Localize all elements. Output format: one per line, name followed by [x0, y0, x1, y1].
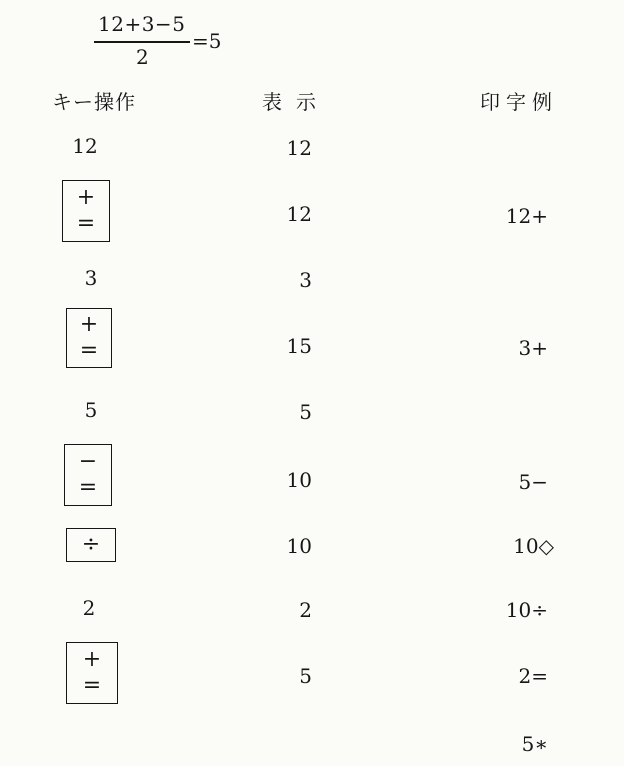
print-value: 12+ [505, 204, 548, 228]
plus-key-label: + [79, 312, 99, 337]
display-value: 5 [299, 664, 312, 688]
key-entry-3: 3 [84, 266, 98, 290]
minus-equals-key[interactable] [64, 444, 112, 506]
display-value: 12 [286, 136, 312, 160]
header-key-operation: キー操作 [52, 90, 136, 114]
plus-equals-key[interactable] [66, 308, 112, 368]
minus-key-label: − [78, 449, 98, 474]
header-display: 表示 [262, 90, 330, 114]
print-value: 5∗ [521, 732, 548, 756]
formula-numerator: 12+3−5 [98, 12, 186, 36]
divide-key[interactable] [66, 528, 116, 562]
display-value: 3 [299, 268, 312, 292]
display-value: 12 [286, 202, 312, 226]
plus-key-label: + [82, 647, 102, 672]
print-value: 10◇ [513, 534, 554, 558]
equals-key-label: = [79, 338, 99, 363]
key-entry-5: 5 [84, 398, 98, 422]
display-value: 2 [299, 598, 312, 622]
equals-key-label: = [82, 673, 102, 698]
print-value: 2= [518, 664, 548, 688]
plus-equals-key[interactable] [62, 180, 110, 242]
plus-equals-key[interactable] [66, 642, 118, 704]
key-entry-2: 2 [82, 596, 96, 620]
equals-key-label: = [76, 211, 96, 236]
print-value: 3+ [518, 336, 548, 360]
print-value: 10÷ [505, 598, 548, 622]
fraction-bar [94, 41, 190, 43]
key-entry-12: 12 [72, 134, 98, 158]
divide-key-label: ÷ [81, 532, 101, 557]
formula-denominator: 2 [136, 45, 149, 69]
display-value: 5 [299, 400, 312, 424]
display-value: 15 [286, 334, 312, 358]
display-value: 10 [286, 468, 312, 492]
formula-result: =5 [192, 29, 222, 53]
plus-key-label: + [76, 185, 96, 210]
example-formula [92, 12, 252, 69]
display-value: 10 [286, 534, 312, 558]
header-print-example: 印字例 [480, 90, 558, 114]
print-value: 5− [518, 470, 548, 494]
equals-key-label: = [78, 475, 98, 500]
